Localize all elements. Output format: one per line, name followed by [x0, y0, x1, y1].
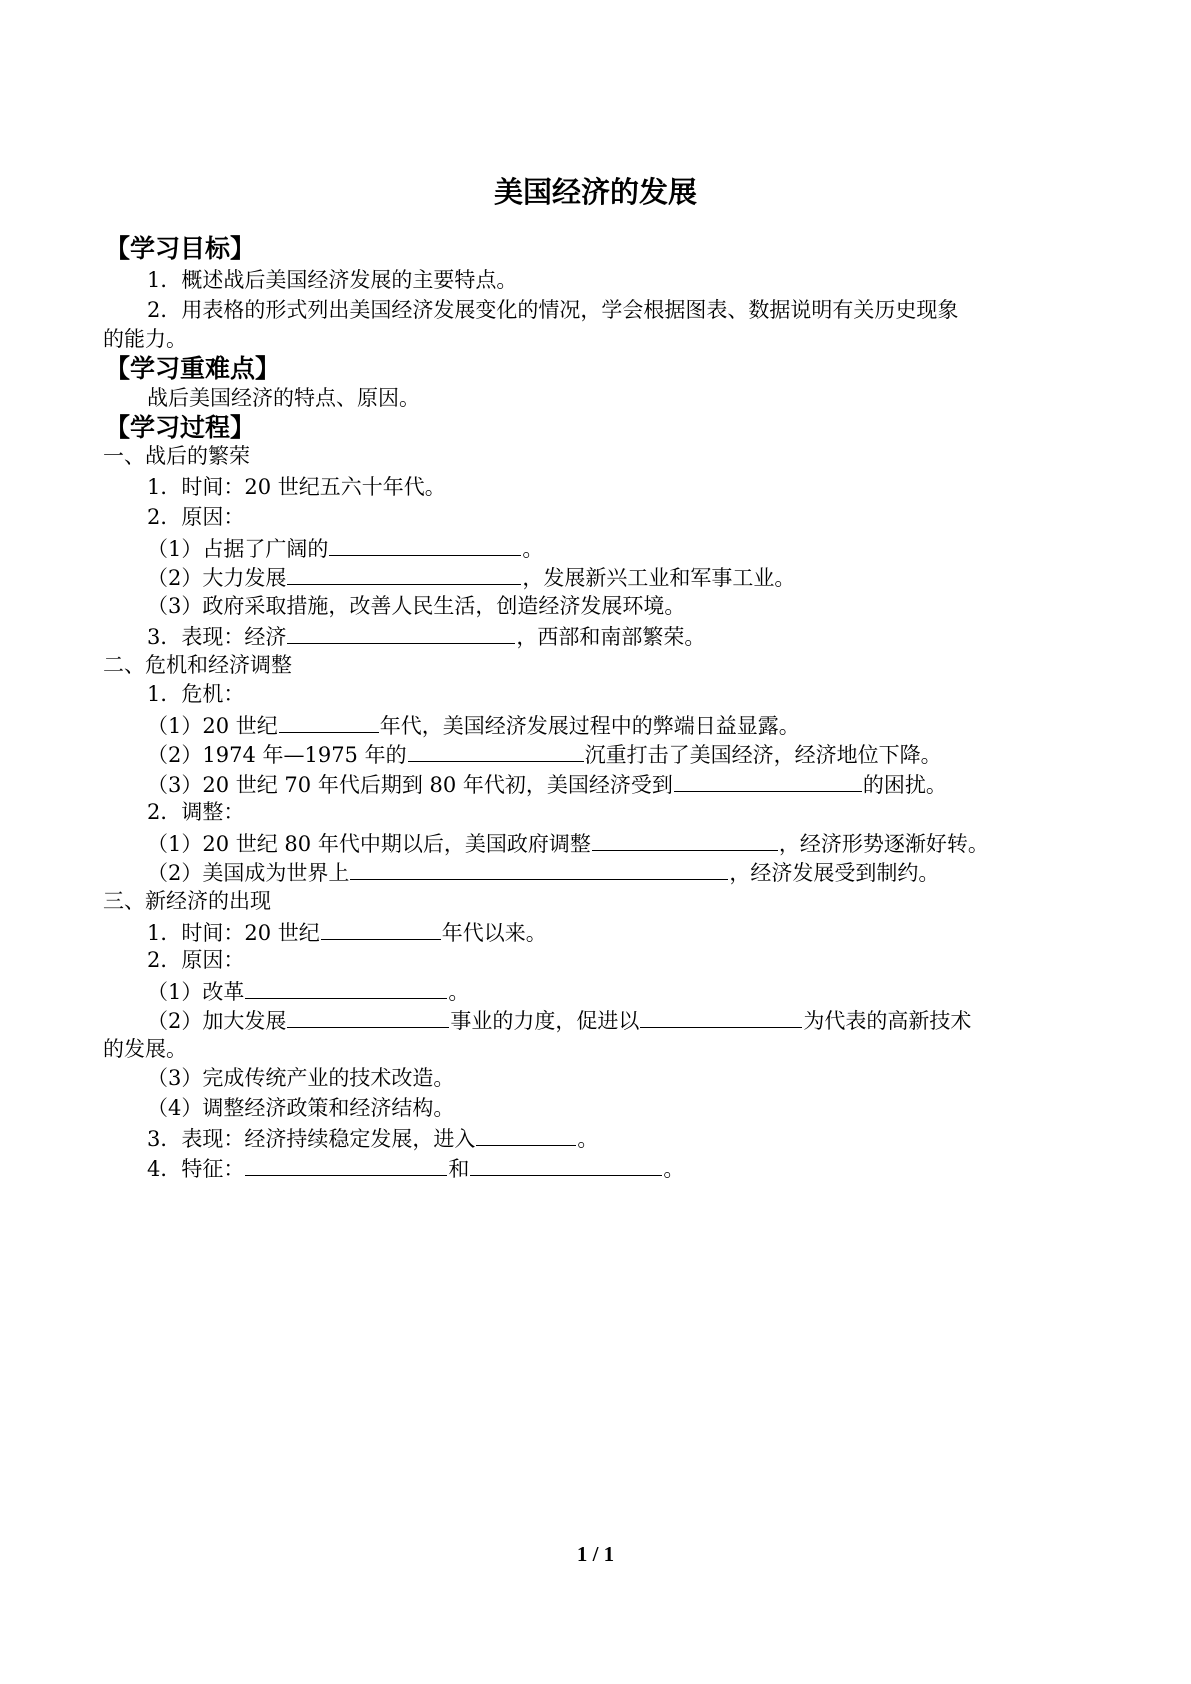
fill-blank[interactable] [470, 1157, 662, 1176]
s3-reason-3: （3）完成传统产业的技术改造。 [147, 1066, 455, 1090]
fill-blank[interactable] [592, 832, 778, 851]
s1-reason-1: （1）占据了广阔的 。 [147, 537, 544, 561]
s2-adjustment: 2．调整： [147, 800, 245, 824]
s1-reason: 2．原因： [147, 505, 245, 529]
keypoints-text: 战后美国经济的特点、原因。 [147, 386, 420, 410]
s3-time: 1．时间：20 世纪 年代以来。 [147, 921, 547, 945]
s3-reason: 2．原因： [147, 948, 245, 972]
fill-blank[interactable] [287, 566, 521, 585]
s1-manifestation: 3．表现：经济 ，西部和南部繁荣。 [147, 625, 706, 649]
s2-crisis-1: （1）20 世纪 年代，美国经济发展过程中的弊端日益显露。 [147, 714, 800, 738]
fill-blank[interactable] [245, 980, 447, 999]
fill-blank[interactable] [476, 1127, 576, 1146]
s2-crisis-2: （2）1974 年—1975 年的 沉重打击了美国经济，经济地位下降。 [147, 743, 942, 767]
page-number: 1 / 1 [576, 1542, 615, 1566]
objective-2: 2．用表格的形式列出美国经济发展变化的情况，学会根据图表、数据说明有关历史现象 [147, 298, 959, 322]
s3-reason-2-continued: 的发展。 [103, 1037, 187, 1061]
s2-crisis-3: （3）20 世纪 70 年代后期到 80 年代初，美国经济受到 的困扰。 [147, 773, 947, 797]
s3-manifestation: 3．表现：经济持续稳定发展，进入 。 [147, 1127, 599, 1151]
objectives-heading: 【学习目标】 [105, 234, 256, 263]
fill-blank[interactable] [329, 537, 521, 556]
s2-adjustment-2: （2）美国成为世界上 ，经济发展受到制约。 [147, 861, 940, 885]
s1-reason-3: （3）政府采取措施，改善人民生活，创造经济发展环境。 [147, 594, 686, 618]
page-title: 美国经济的发展 [493, 175, 697, 209]
fill-blank[interactable] [408, 743, 584, 762]
keypoints-heading: 【学习重难点】 [105, 354, 281, 383]
objective-2-continued: 的能力。 [103, 327, 187, 351]
section-1-title: 一、战后的繁荣 [103, 444, 250, 468]
s3-reason-1: （1）改革 。 [147, 980, 470, 1004]
fill-blank[interactable] [321, 921, 441, 940]
process-heading: 【学习过程】 [105, 413, 256, 442]
fill-blank[interactable] [279, 714, 379, 733]
section-2-title: 二、危机和经济调整 [103, 653, 292, 677]
s3-features: 4．特征： 和 。 [147, 1157, 685, 1181]
section-3-title: 三、新经济的出现 [103, 889, 271, 913]
fill-blank[interactable] [674, 773, 862, 792]
fill-blank[interactable] [245, 1157, 447, 1176]
fill-blank[interactable] [287, 1009, 449, 1028]
s3-reason-4: （4）调整经济政策和经济结构。 [147, 1096, 455, 1120]
fill-blank[interactable] [350, 861, 728, 880]
objective-1: 1．概述战后美国经济发展的主要特点。 [147, 268, 518, 292]
s1-reason-2: （2）大力发展 ，发展新兴工业和军事工业。 [147, 566, 796, 590]
s2-crisis: 1．危机： [147, 682, 245, 706]
s1-time: 1．时间：20 世纪五六十年代。 [147, 475, 446, 499]
s3-reason-2: （2）加大发展 事业的力度，促进以 为代表的高新技术 [147, 1009, 972, 1033]
fill-blank[interactable] [287, 625, 515, 644]
fill-blank[interactable] [640, 1009, 802, 1028]
s2-adjustment-1: （1）20 世纪 80 年代中期以后，美国政府调整 ，经济形势逐渐好转。 [147, 832, 989, 856]
